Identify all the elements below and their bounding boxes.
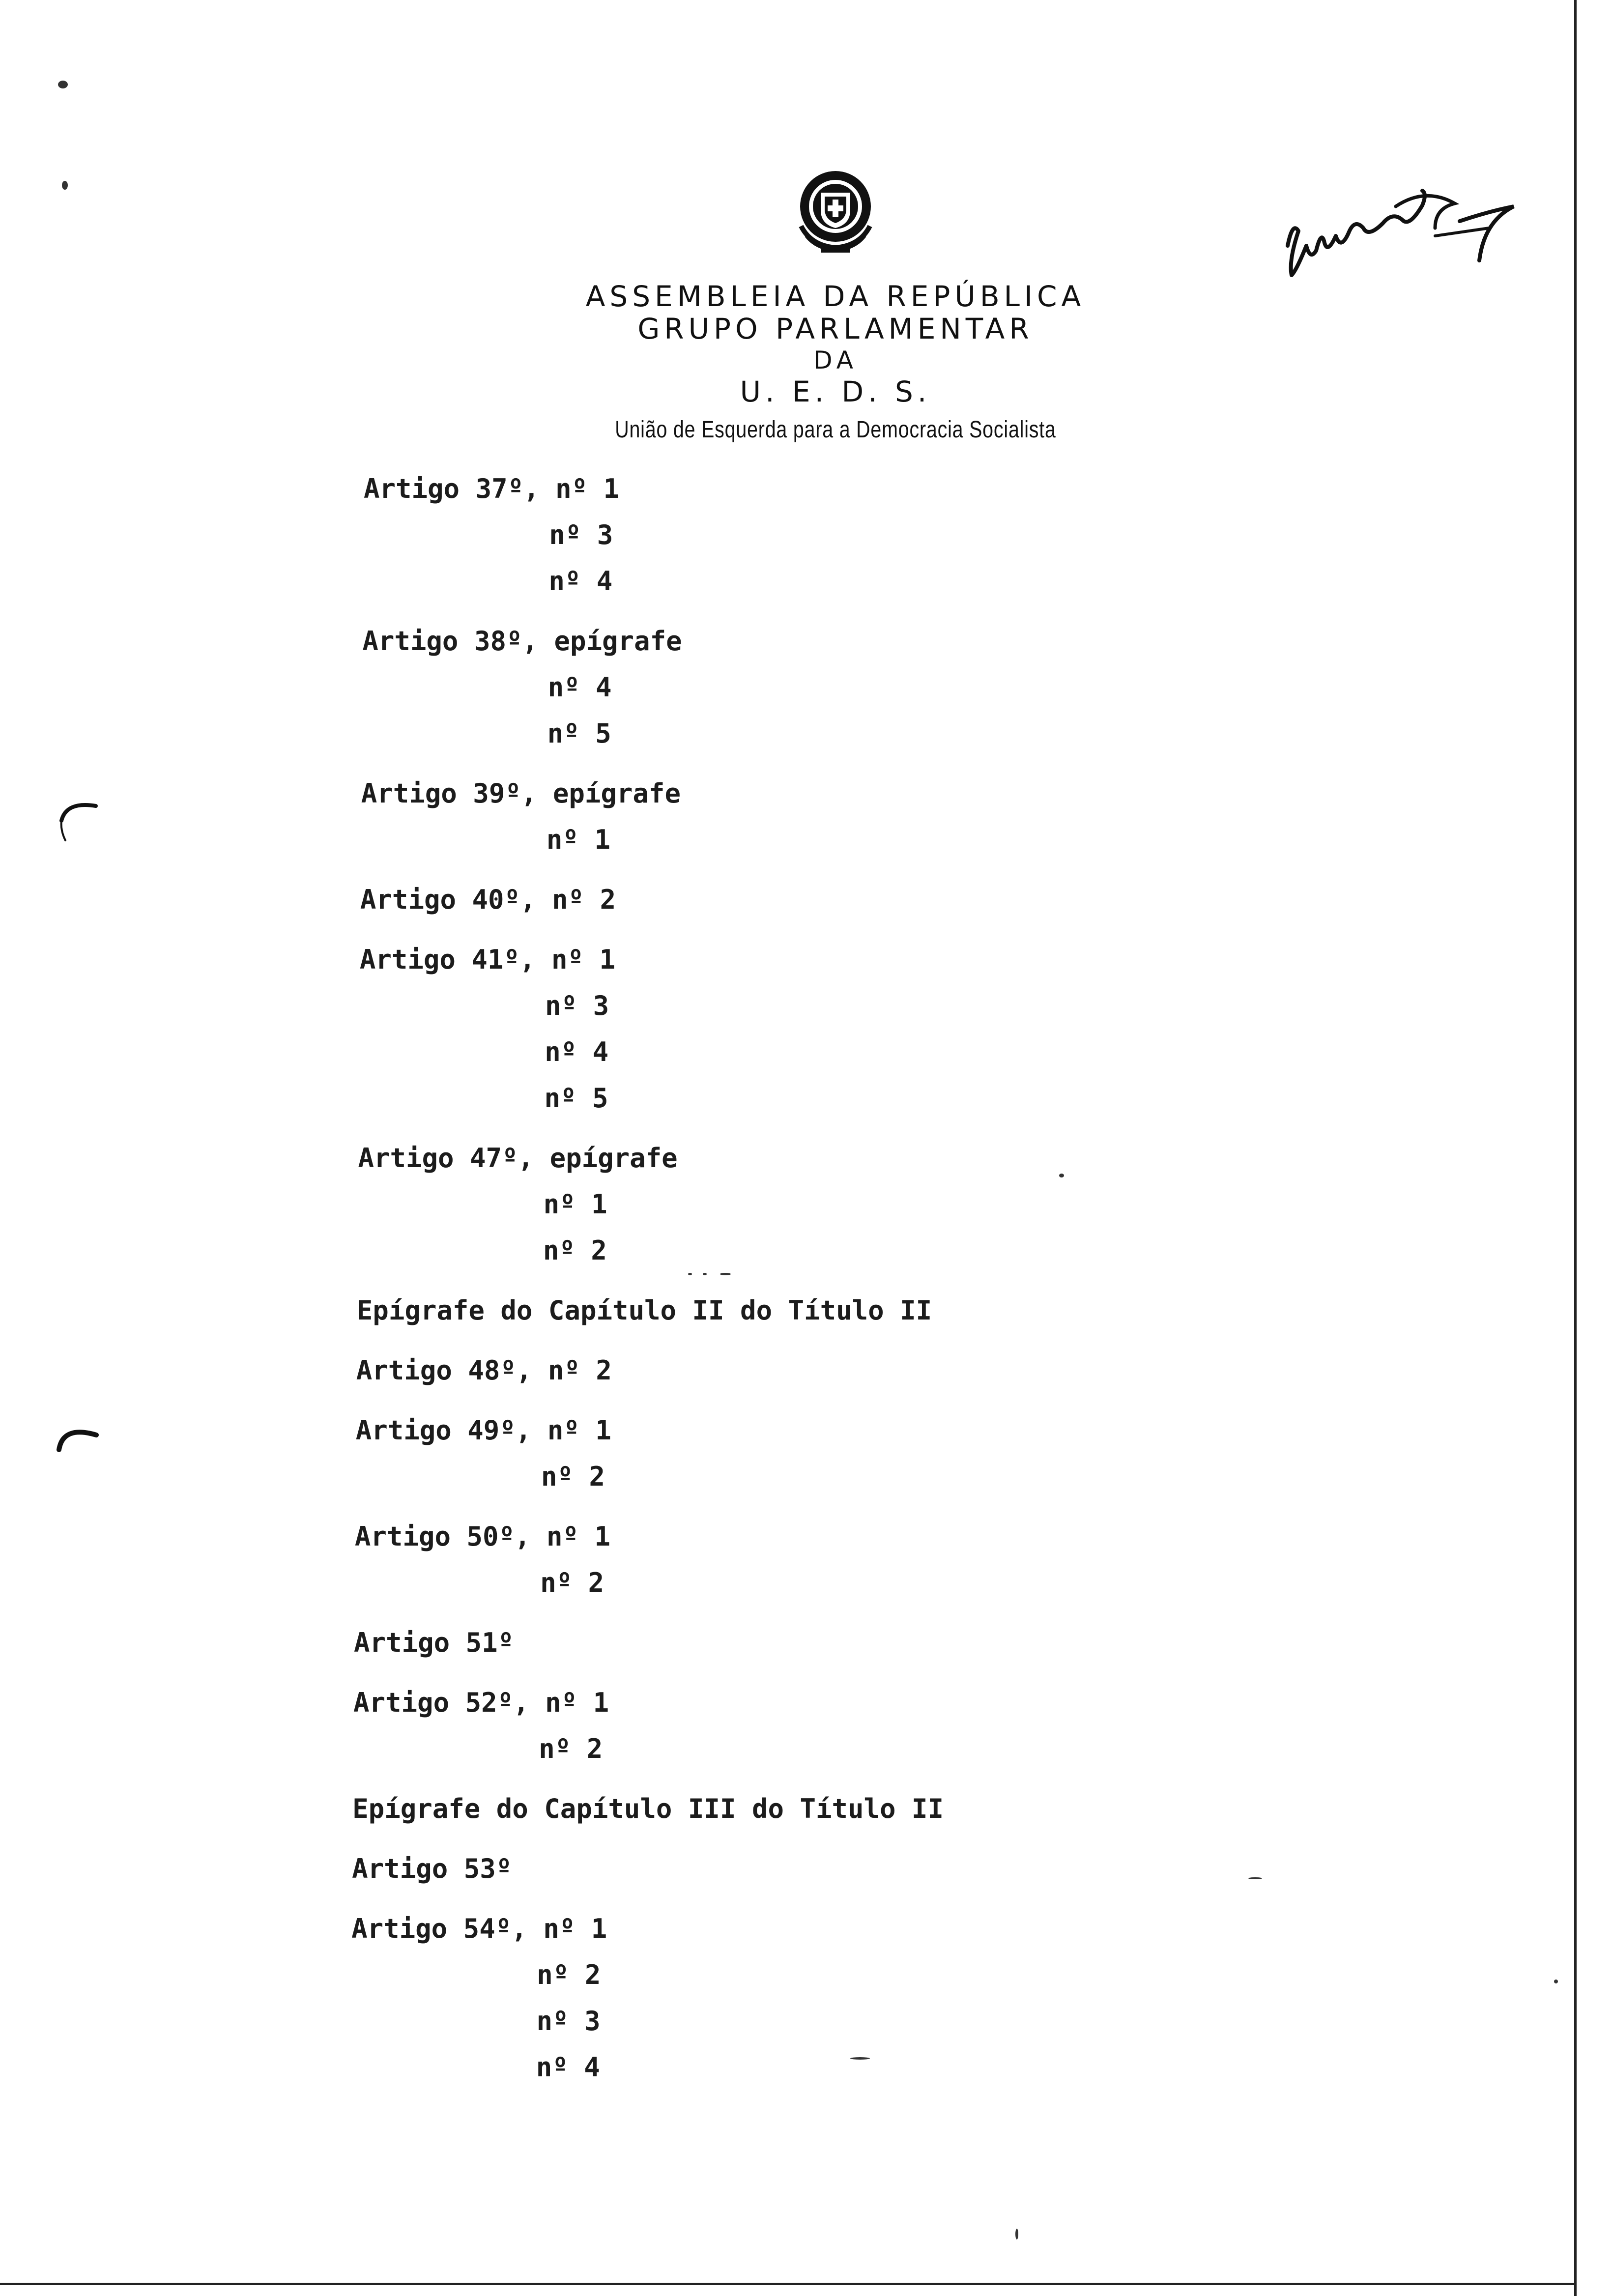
article-entry: Artigo 40º, nº 2 (360, 884, 616, 915)
scan-speck (1059, 1174, 1064, 1177)
article-subitem: nº 4 (548, 566, 613, 597)
party-acronym: U. E. D. S. (740, 375, 931, 408)
scan-speck (688, 1273, 692, 1275)
scan-speck (850, 2057, 870, 2060)
article-subitem: nº 4 (536, 2052, 600, 2083)
article-subitem: nº 2 (539, 1733, 603, 1764)
article-entry: Artigo 47º, epígrafe (358, 1143, 678, 1174)
article-entry: Artigo 37º, nº 1 (364, 473, 620, 504)
article-entry: Artigo 52º, nº 1 (353, 1687, 609, 1718)
article-entry: Epígrafe do Capítulo III do Título II (352, 1793, 944, 1824)
article-entry: Artigo 51º (354, 1627, 514, 1658)
article-entry: Artigo 50º, nº 1 (354, 1521, 611, 1552)
party-full-name: União de Esquerda para a Democracia Socialista (615, 417, 1056, 443)
article-subitem: nº 1 (543, 1189, 607, 1220)
article-entry: Artigo 48º, nº 2 (356, 1355, 612, 1386)
institution-name: ASSEMBLEIA DA REPÚBLICA (585, 280, 1086, 313)
article-entry: Epígrafe do Capítulo II do Título II (356, 1295, 932, 1326)
group-name: GRUPO PARLAMENTAR (637, 312, 1034, 345)
article-entry: Artigo 38º, epígrafe (362, 626, 682, 657)
article-subitem: nº 2 (537, 1959, 601, 1990)
scan-edge-bottom (0, 2283, 1576, 2285)
article-subitem: nº 2 (543, 1235, 607, 1266)
article-subitem: nº 2 (540, 1567, 604, 1598)
punch-hole-mark-icon (54, 791, 103, 845)
scan-edge-right (1574, 0, 1577, 2296)
article-entry: Artigo 49º, nº 1 (355, 1415, 611, 1446)
group-connector: DA (813, 346, 858, 374)
article-subitem: nº 3 (549, 519, 613, 550)
letterhead (516, 162, 1155, 447)
article-subitem: nº 4 (547, 672, 612, 703)
article-entry: Artigo 53º (352, 1853, 512, 1884)
scan-speck (62, 181, 68, 190)
handwritten-signature-icon (1273, 167, 1519, 315)
article-subitem: nº 5 (544, 1083, 608, 1114)
scan-speck (720, 1273, 731, 1275)
scan-speck (703, 1273, 707, 1275)
coat-of-arms-icon (786, 162, 885, 260)
article-entry: Artigo 54º, nº 1 (351, 1913, 607, 1944)
article-subitem: nº 5 (547, 718, 611, 749)
scan-speck (1015, 2229, 1018, 2239)
scan-speck (58, 81, 68, 88)
article-entry: Artigo 39º, epígrafe (361, 778, 681, 809)
article-subitem: nº 4 (545, 1036, 609, 1067)
article-subitem: nº 1 (546, 824, 610, 855)
scan-speck (1554, 1980, 1558, 1983)
article-entry: Artigo 41º, nº 1 (359, 944, 616, 975)
article-subitem: nº 2 (541, 1461, 605, 1492)
article-subitem: nº 3 (545, 990, 609, 1021)
scan-speck (1248, 1877, 1262, 1879)
punch-hole-mark-icon (53, 1415, 102, 1460)
article-subitem: nº 3 (536, 2006, 601, 2037)
